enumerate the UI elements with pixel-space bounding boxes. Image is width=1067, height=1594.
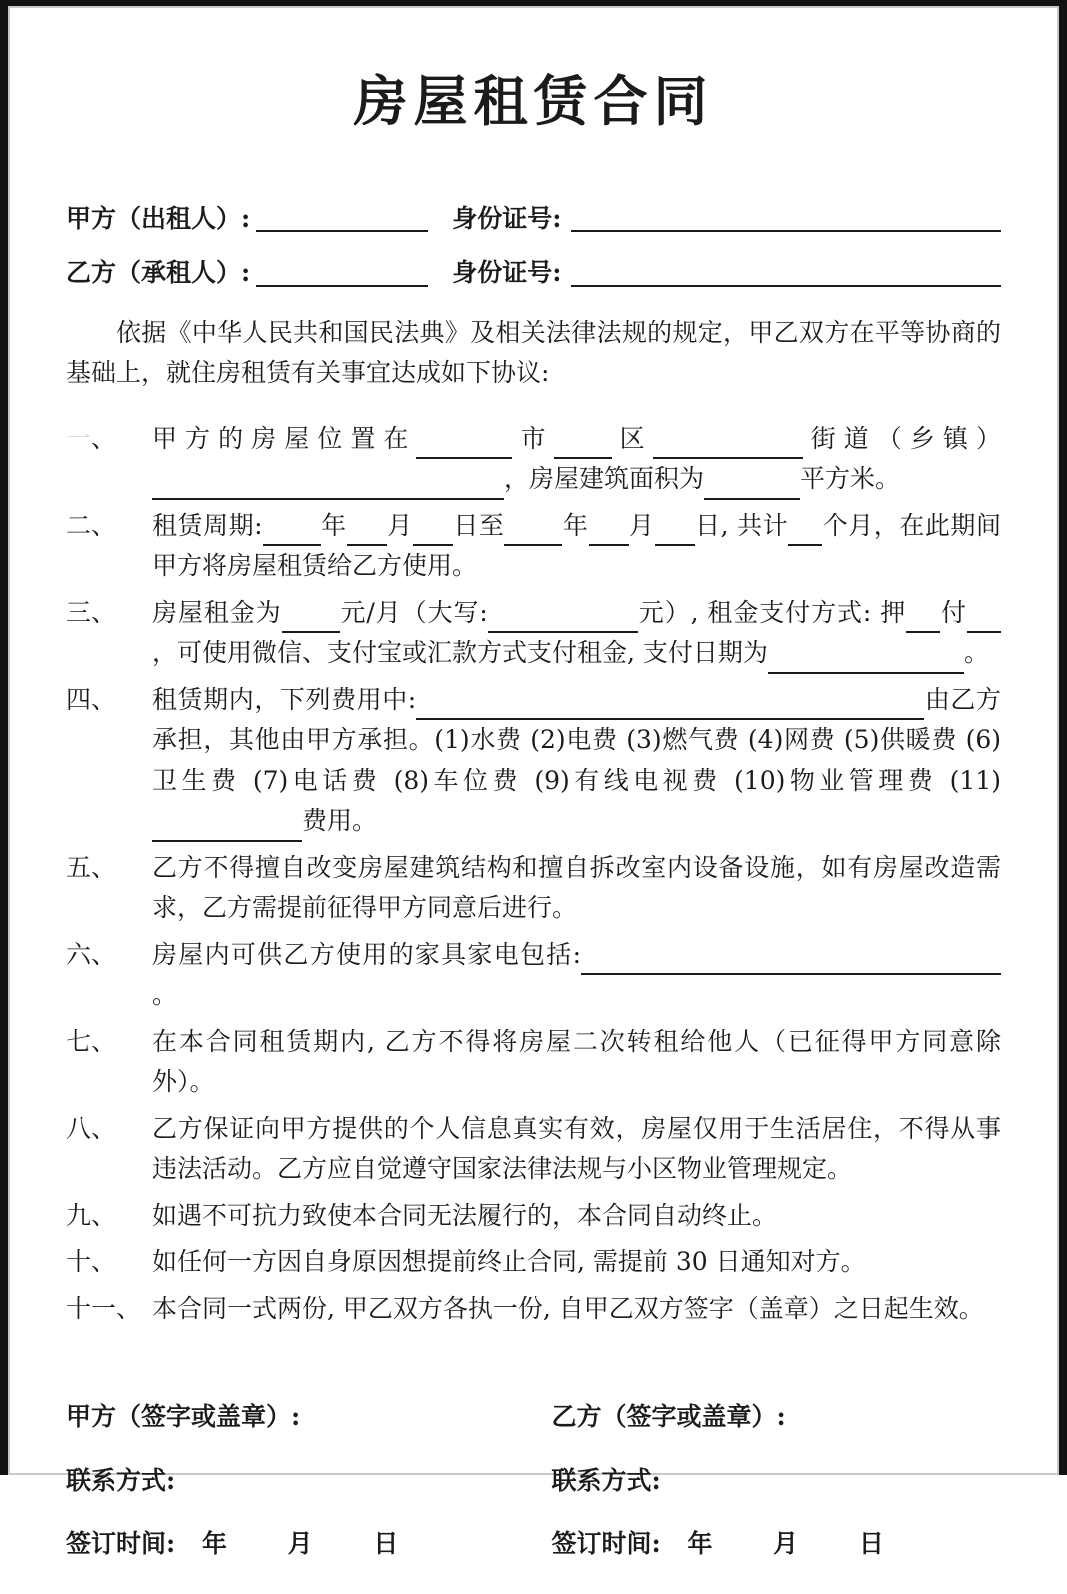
clause-item [66,593,1001,674]
fill-in-blank[interactable] [768,645,964,673]
clause-item [66,848,1001,929]
party-a-date-row [66,1530,534,1558]
party-b-date-label: 签订时间: [551,1529,661,1559]
fill-in-blank[interactable] [589,518,629,546]
party-a-contact-label: 联系方式: [66,1465,176,1495]
page-sheet-border [8,6,1059,1559]
party-b-date-row [552,1530,1002,1558]
party-b-sign-label: 乙方（签字或盖章）: [551,1402,786,1432]
party-a-id-label: 身份证号: [452,203,562,233]
fill-in-blank[interactable] [504,518,562,546]
clause-item [66,1022,1001,1103]
clause-item [66,506,1001,587]
fill-in-blank[interactable] [413,518,453,546]
clause-number: 二、 [66,510,117,540]
clause-text: 租赁周期: 年 月 日至 年 月 日, 共计 个月，在此期间甲方将房屋租赁给乙方使用。 [152,510,1001,581]
party-a-date-label: 签订时间: [66,1529,176,1559]
fill-in-blank[interactable] [282,605,340,633]
clause-text: 在本合同租赁期内, 乙方不得将房屋二次转租给他人（已征得甲方同意除外）。 [152,1026,1001,1097]
preamble-paragraph: 依据《中华人民共和国民法典》及相关法律法规的规定，甲乙双方在平等协商的基础上，就住房租赁有关事宜达成如下协议: [66,317,1001,388]
clause-text: 房屋租金为 元/月（大写: 元）, 租金支付方式: 押 付，可使用微信、支付宝或汇款方式支付租金, 支付日期为 。 [152,593,1001,674]
clause-text: 房屋内可供乙方使用的家具家电包括:。 [152,935,1001,1016]
fill-in-blank[interactable] [906,605,940,633]
party-b-id-blank[interactable] [571,258,1001,286]
fill-in-blank[interactable] [152,471,504,499]
fill-in-blank[interactable] [967,605,1001,633]
party-a-row [66,204,1001,232]
signature-area [66,1403,1001,1594]
fill-in-blank[interactable] [488,605,638,633]
parties-block [66,204,1001,287]
clause-text: 如遇不可抗力致使本合同无法履行的，本合同自动终止。 [152,1200,778,1230]
contract-sheet [10,8,1057,1559]
clause-text: 乙方保证向甲方提供的个人信息真实有效，房屋仅用于生活居住，不得从事违法活动。乙方应自觉遵守国家法律法规与小区物业管理规定。 [152,1113,1001,1184]
party-a-label: 甲方（出租人）: [66,203,251,233]
clause-text: 本合同一式两份, 甲乙双方各执一份, 自甲乙双方签字（盖章）之日起生效。 [152,1293,984,1323]
party-a-sign-label: 甲方（签字或盖章）: [66,1402,301,1432]
clause-item [66,1196,1001,1237]
clause-text: 如任何一方因自身原因想提前终止合同, 需提前 30 日通知对方。 [152,1247,866,1277]
page-title: 房屋租赁合同 [353,69,714,133]
party-b-row [66,258,1001,286]
party-a-id-blank[interactable] [571,204,1001,232]
fill-in-blank[interactable] [653,431,803,459]
fill-in-blank[interactable] [416,692,924,720]
clause-number: 六、 [66,939,117,969]
clause-number: 九、 [66,1200,117,1230]
clause-number: 八、 [66,1113,117,1143]
fill-in-blank[interactable] [263,518,321,546]
clause-number: 四、 [66,684,117,714]
clause-text: 租赁期内，下列费用中: 由乙方承担，其他由甲方承担。(1)水费 (2)电费 (3)燃气费 (4)网费 (5)供暖费 (6)卫生费 (7)电话费 (8)车位费 (9)有线电视费 (10)物业管理费 (11)费用。 [152,680,1001,842]
fill-in-blank[interactable] [704,471,800,499]
party-a-signature-column [66,1403,534,1594]
clause-item [66,1242,1001,1283]
clause-number: 三、 [66,597,117,627]
party-b-signature-column [534,1403,1002,1594]
clause-item [66,1289,1001,1330]
clause-number: 一、 [66,423,117,453]
party-b-id-label: 身份证号: [452,258,562,288]
clause-number: 五、 [66,852,117,882]
clause-number: 七、 [66,1026,117,1056]
fill-in-blank[interactable] [347,518,387,546]
fill-in-blank[interactable] [581,947,1001,975]
party-b-name-blank[interactable] [256,258,428,286]
party-b-date-marks: 年 月 日 [687,1529,910,1559]
clause-text: 甲方的房屋位置在 市 区 街道（乡镇），房屋建筑面积为 平方米。 [152,419,1001,500]
clause-number-faded-glyph: 一 [66,423,92,453]
fill-in-blank[interactable] [554,431,612,459]
party-b-contact-label: 联系方式: [551,1465,661,1495]
clause-number: 十一、 [66,1293,142,1323]
fill-in-blank[interactable] [416,431,512,459]
clause-item [66,935,1001,1016]
fill-in-blank[interactable] [655,518,695,546]
fill-in-blank[interactable] [788,518,822,546]
clause-item [66,680,1001,842]
clause-item [66,1109,1001,1190]
party-b-label: 乙方（承租人）: [66,258,251,288]
party-a-name-blank[interactable] [256,204,428,232]
clause-number: 十、 [66,1247,117,1277]
clause-text: 乙方不得擅自改变房屋建筑结构和擅自拆改室内设备设施，如有房屋改造需求，乙方需提前征得甲方同意后进行。 [152,852,1001,923]
party-a-date-marks: 年 月 日 [201,1529,425,1559]
fill-in-blank[interactable] [152,813,302,841]
clause-list [66,419,1001,1330]
clause-item [66,419,1001,500]
